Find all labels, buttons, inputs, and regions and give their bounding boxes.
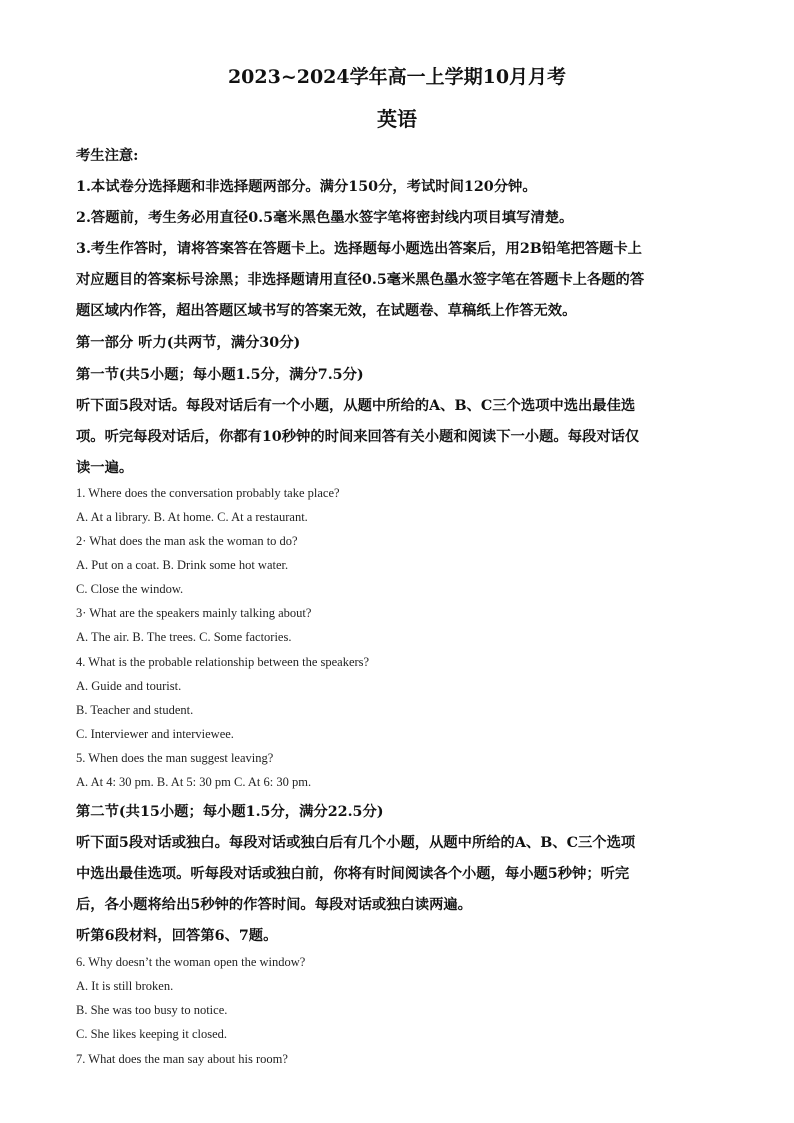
question-2: 2· What does the man ask the woman to do?: [76, 534, 298, 548]
notice-item-3-line-2: 对应题目的答案标号涂黑；非选择题请用直径0.5毫米黑色墨水签字笔在答题卡上各题的答: [76, 272, 645, 288]
question-3: 3· What are the speakers mainly talking about?: [76, 606, 312, 620]
question-1: 1. Where does the conversation probably take place?: [76, 486, 340, 500]
question-6-option-c: C. She likes keeping it closed.: [76, 1027, 228, 1041]
question-3-options: A. The air. B. The trees. C. Some factories.: [76, 630, 292, 644]
exam-subject: 英语: [377, 107, 417, 131]
section1-instructions-line-3: 读一遍。: [76, 460, 134, 476]
question-4-option-a: A. Guide and tourist.: [76, 679, 182, 693]
question-4-option-c: C. Interviewer and interviewee.: [76, 727, 234, 741]
section1-heading: 第一节(共5小题；每小题1.5分，满分7.5分): [76, 367, 364, 383]
section1-instructions-line-2: 项。听完每段对话后，你都有10秒钟的时间来回答有关小题和阅读下一小题。每段对话仅: [76, 429, 640, 445]
exam-title: 2023~2024学年高一上学期10月月考: [227, 66, 567, 88]
question-2-options: A. Put on a coat. B. Drink some hot water.: [76, 558, 289, 572]
question-5: 5. When does the man suggest leaving?: [76, 751, 274, 765]
section2-instructions-line-2: 中选出最佳选项。听每段对话或独白前，你将有时间阅读各个小题，每小题5秒钟；听完: [76, 866, 630, 882]
notice-item-3-line-1: 3.考生作答时，请将答案答在答题卡上。选择题每小题选出答案后，用2B铅笔把答题卡上: [76, 241, 642, 257]
notice-item-1: 1.本试卷分选择题和非选择题两部分。满分150分，考试时间120分钟。: [76, 179, 537, 195]
question-4-option-b: B. Teacher and student.: [76, 703, 194, 717]
question-6-option-a: A. It is still broken.: [76, 979, 174, 993]
question-6-option-b: B. She was too busy to notice.: [76, 1003, 228, 1017]
question-1-options: A. At a library. B. At home. C. At a restaurant.: [76, 510, 308, 524]
material-6-heading: 听第6段材料，回答第6、7题。: [76, 928, 278, 944]
notice-item-2: 2.答题前，考生务必用直径0.5毫米黑色墨水签字笔将密封线内项目填写清楚。: [76, 210, 574, 226]
question-5-options: A. At 4: 30 pm. B. At 5: 30 pm C. At 6: 30 pm.: [76, 775, 312, 789]
question-7: 7. What does the man say about his room?: [76, 1052, 288, 1066]
notice-heading: 考生注意:: [76, 148, 139, 164]
question-6: 6. Why doesn’t the woman open the window?: [76, 955, 306, 969]
section2-instructions-line-3: 后，各小题将给出5秒钟的作答时间。每段对话或独白读两遍。: [76, 897, 472, 913]
section1-instructions-line-1: 听下面5段对话。每段对话后有一个小题，从题中所给的A、B、C三个选项中选出最佳选: [76, 398, 636, 414]
question-2-option-c: C. Close the window.: [76, 582, 184, 596]
section2-heading: 第二节(共15小题；每小题1.5分，满分22.5分): [76, 804, 384, 820]
notice-item-3-line-3: 题区域内作答，超出答题区域书写的答案无效，在试题卷、草稿纸上作答无效。: [76, 303, 577, 319]
section2-instructions-line-1: 听下面5段对话或独白。每段对话或独白后有几个小题，从题中所给的A、B、C三个选项: [76, 835, 636, 851]
part1-heading: 第一部分 听力(共两节，满分30分): [76, 335, 301, 351]
question-4: 4. What is the probable relationship between the speakers?: [76, 655, 370, 669]
